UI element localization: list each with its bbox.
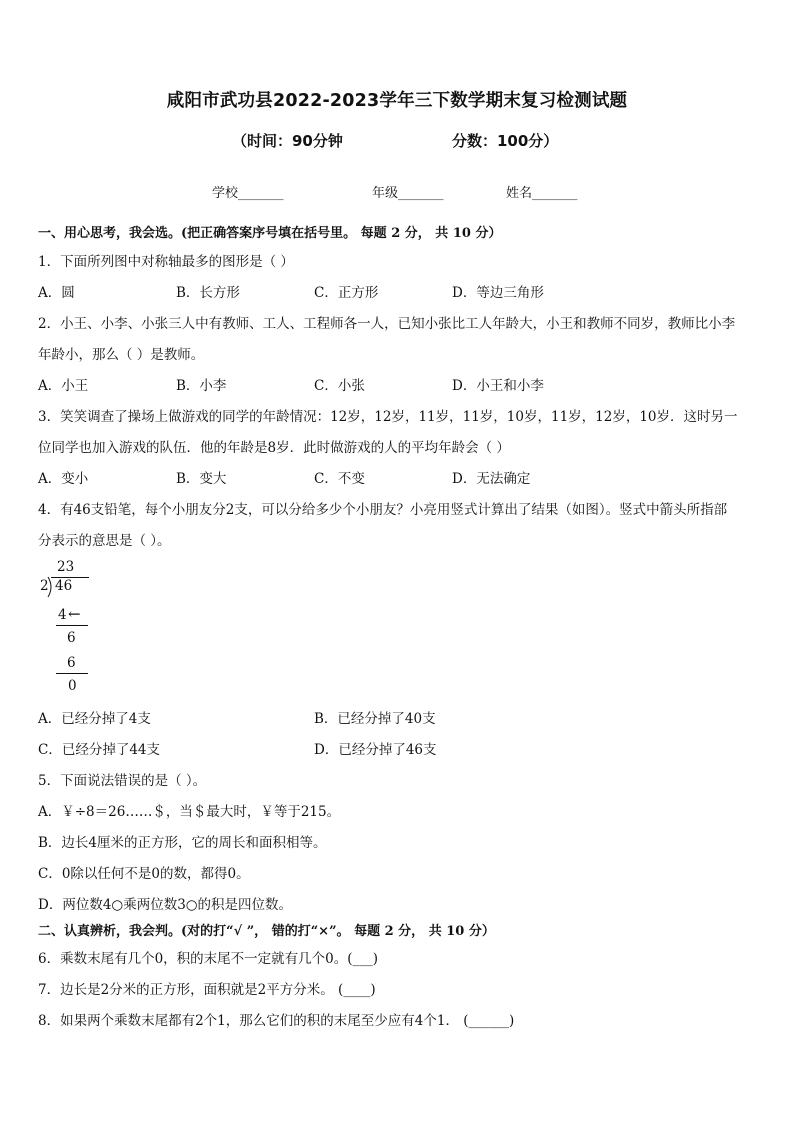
question-1: 1．下面所列图中对称轴最多的图形是（ ） (38, 254, 294, 270)
division-divisor: 2 (40, 578, 49, 594)
question-4-line-1: 4．有46支铅笔，每个小朋友分2支，可以分给多少个小朋友？小亮用竖式计算出了结果（如图）。竖式中箭头所指部 (38, 502, 728, 518)
name-field: 姓名_______ (506, 186, 578, 201)
q1-option-d: D．等边三角形 (452, 285, 544, 301)
question-2-line-1: 2．小王、小李、小张三人中有教师、工人、工程师各一人，已知小张比工人年龄大，小王和教师不同岁，教师比小李 (38, 316, 736, 332)
question-2-line-2: 年龄小，那么（ ）是教师。 (38, 347, 205, 363)
division-remain-1: 6 (67, 630, 76, 646)
q2-option-c: C．小张 (314, 378, 365, 394)
arrow-left-icon: ← (68, 605, 81, 623)
q2-option-b: B．小李 (176, 378, 227, 394)
division-quotient: 23 (57, 559, 75, 575)
q1-option-a: A．圆 (38, 285, 75, 301)
grade-field: 年级_______ (372, 186, 444, 201)
question-3-line-2: 位同学也加入游戏的队伍．他的年龄是8岁．此时做游戏的人的平均年龄会（ ） (38, 440, 510, 456)
school-field: 学校_______ (212, 186, 284, 201)
question-5: 5．下面说法错误的是（ ）。 (38, 773, 207, 789)
question-6: 6．乘数末尾有几个0，积的末尾不一定就有几个0。(___) (38, 951, 379, 967)
q3-option-d: D．无法确定 (452, 471, 531, 487)
q2-option-a: A．小王 (38, 378, 89, 394)
question-4-line-2: 分表示的意思是（ ）。 (38, 533, 171, 549)
q3-option-b: B．变大 (176, 471, 227, 487)
q5-option-c: C．0除以任何不是0的数，都得0。 (38, 866, 250, 882)
q1-option-c: C．正方形 (314, 285, 379, 301)
q2-option-d: D．小王和小李 (452, 378, 544, 394)
question-7: 7．边长是2分米的正方形，面积就是2平方分米。 (____) (38, 982, 376, 998)
exam-score: 分数：100分） (452, 132, 559, 150)
division-bracket (47, 576, 55, 598)
division-step-2: 6 (67, 655, 76, 671)
long-division-figure (34, 556, 104, 696)
q4-option-c: C．已经分掉了44支 (38, 742, 161, 758)
q4-option-d: D．已经分掉了46支 (314, 742, 437, 758)
question-3-line-1: 3．笑笑调查了操场上做游戏的同学的年龄情况：12岁，12岁，11岁，11岁，10岁，11岁，12岁，10岁．这时另一 (38, 409, 738, 425)
q1-option-b: B．长方形 (176, 285, 240, 301)
division-result: 0 (68, 678, 77, 694)
division-line-1 (56, 625, 88, 626)
division-step-1: 4 (58, 607, 67, 623)
division-line-2 (56, 673, 88, 674)
q5-option-d: D．两位数4○乘两位数3○的积是四位数。 (38, 897, 293, 913)
section-heading-1: 一、用心思考，我会选。(把正确答案序号填在括号里。 每题 2 分， 共 10 分） (38, 226, 502, 241)
q4-option-b: B．已经分掉了40支 (314, 711, 436, 727)
q4-option-a: A．已经分掉了4支 (38, 711, 151, 727)
q3-option-c: C．不变 (314, 471, 365, 487)
question-8: 8．如果两个乘数末尾都有2个1，那么它们的积的末尾至少应有4个1． (______) (38, 1013, 515, 1029)
division-dividend: 46 (55, 578, 73, 594)
q5-option-b: B．边长4厘米的正方形，它的周长和面积相等。 (38, 835, 327, 851)
q3-option-a: A．变小 (38, 471, 89, 487)
section-heading-2: 二、认真辨析，我会判。(对的打“√ ”， 错的打“×”。 每题 2 分， 共 10 分） (38, 924, 495, 939)
exam-time: （时间：90分钟 (232, 132, 343, 150)
page-title: 咸阳市武功县2022-2023学年三下数学期末复习检测试题 (166, 91, 628, 111)
q5-option-a: A．￥÷8＝26……＄，当＄最大时，￥等于215。 (38, 804, 341, 820)
